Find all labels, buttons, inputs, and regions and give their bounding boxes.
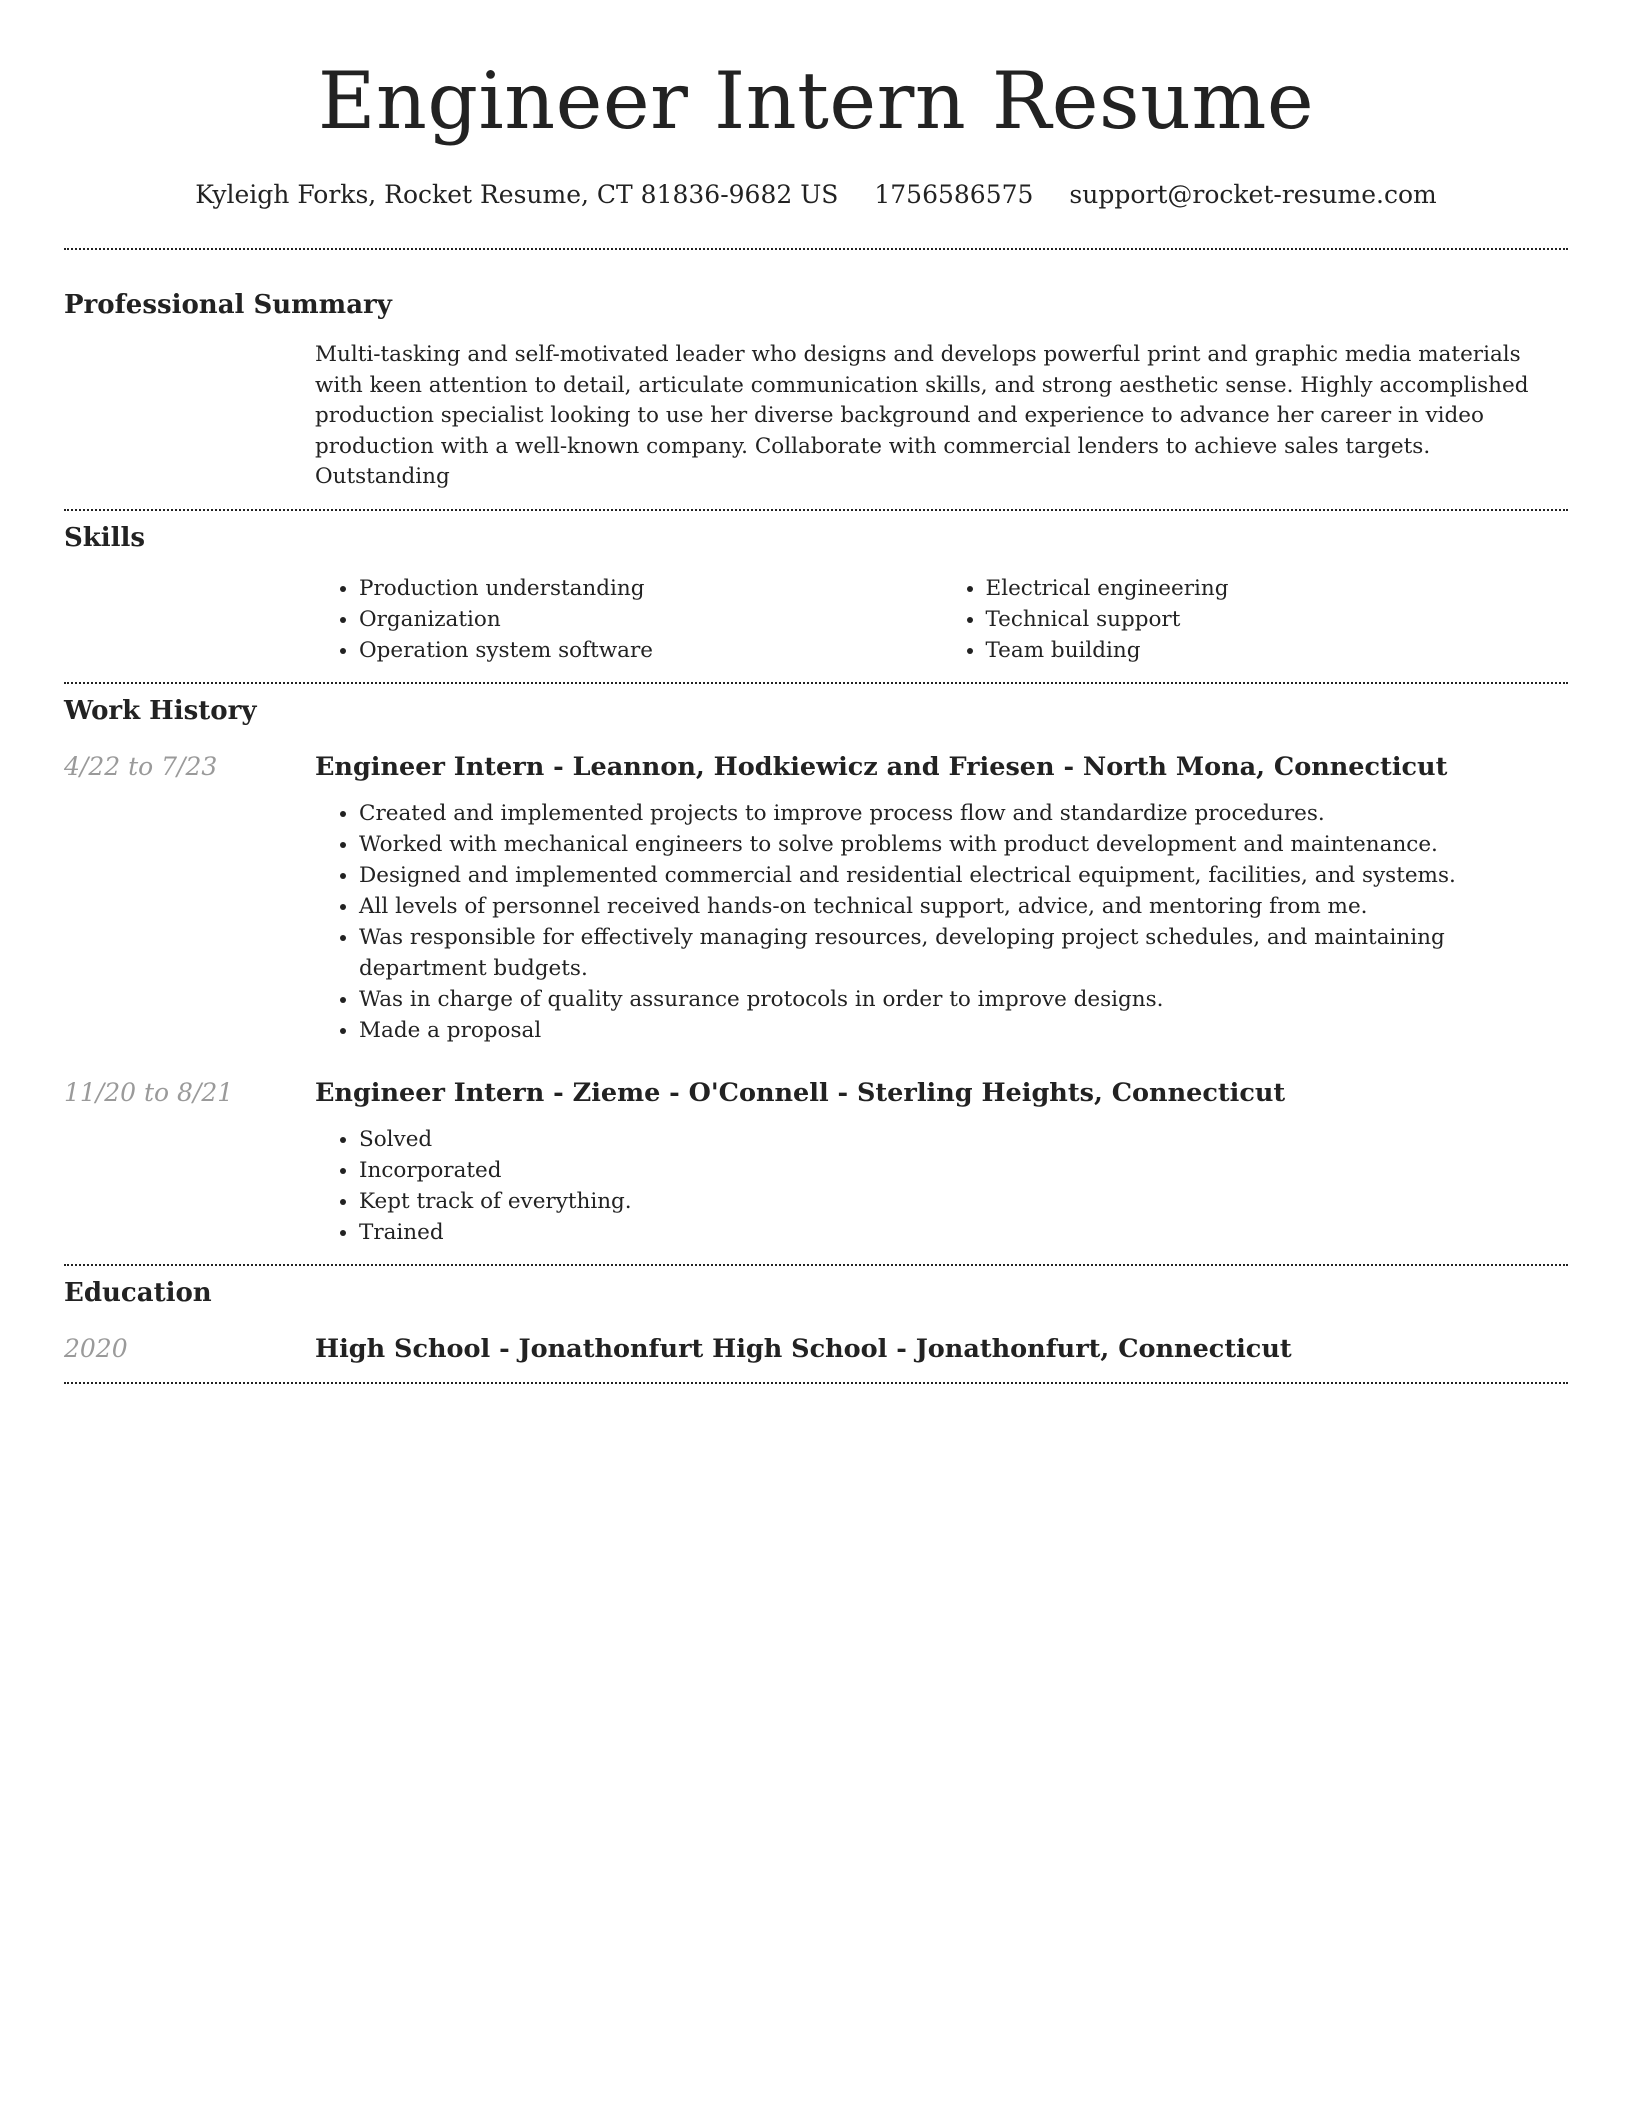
job-bullet: • Made a proposal: [359, 1015, 1568, 1046]
contact-address: Kyleigh Forks, Rocket Resume, CT 81836-9682 US: [195, 180, 839, 209]
work-section: [64, 684, 1568, 1264]
job-bullet: • Was responsible for effectively managing resources, developing project schedules, and maintaining department budgets.: [359, 922, 1568, 984]
skills-heading: Skills: [64, 522, 146, 553]
job-date: 4/22 to 7/23: [64, 751, 218, 781]
skills-list-right: [942, 573, 1569, 666]
job-bullet: • Created and implemented projects to improve process flow and standardize procedures.: [359, 798, 1568, 829]
job-bullet: • Kept track of everything.: [359, 1186, 1568, 1217]
job-bullet: • Designed and implemented commercial and residential electrical equipment, facilities, and systems.: [359, 860, 1568, 891]
skill-item: • Organization: [359, 604, 942, 635]
contact-line: [64, 178, 1568, 212]
contact-email: support@rocket-resume.com: [1069, 180, 1437, 209]
summary-heading: Professional Summary: [64, 290, 392, 320]
skill-item: • Electrical engineering: [986, 573, 1569, 604]
job-entry: [64, 750, 1568, 1046]
summary-section: [64, 250, 1568, 509]
job-bullet: • Incorporated: [359, 1155, 1568, 1186]
education-date: 2020: [64, 1333, 128, 1363]
resume-title: Engineer Intern Resume: [317, 55, 1315, 147]
skills-list-left: [315, 573, 942, 666]
summary-text: Multi-tasking and self-motivated leader who designs and develops powerful print and graphic media materials with keen attention to detail, articulate communication skills, and strong aesthetic sense. Highly accomplished production specialist looking to use her diverse background and experience to advance her career in video production with a well-known company. Collaborate with commercial lenders to achieve sales targets. Outstanding: [315, 342, 1529, 489]
work-heading: Work History: [64, 695, 257, 726]
education-section: [64, 1266, 1568, 1382]
job-bullets: [315, 798, 1568, 1046]
job-title: Engineer Intern - Leannon, Hodkiewicz and Friesen - North Mona, Connecticut: [315, 751, 1448, 782]
job-bullet: • Was in charge of quality assurance protocols in order to improve designs.: [359, 984, 1568, 1015]
job-title: Engineer Intern - Zieme - O'Connell - Sterling Heights, Connecticut: [315, 1077, 1286, 1108]
job-bullet: • Solved: [359, 1124, 1568, 1155]
job-bullets: [315, 1124, 1568, 1248]
job-date: 11/20 to 8/21: [64, 1077, 234, 1107]
job-bullet: • All levels of personnel received hands-on technical support, advice, and mentoring from me.: [359, 891, 1568, 922]
divider: [64, 1382, 1568, 1384]
skill-item: • Production understanding: [359, 573, 942, 604]
education-heading: Education: [64, 1277, 212, 1308]
education-title: High School - Jonathonfurt High School - Jonathonfurt, Connecticut: [315, 1333, 1292, 1364]
contact-phone: 1756586575: [874, 180, 1034, 209]
skill-item: • Operation system software: [359, 635, 942, 666]
skill-item: • Team building: [986, 635, 1569, 666]
job-bullet: • Worked with mechanical engineers to solve problems with product development and maintenance.: [359, 829, 1568, 860]
job-bullet: • Trained: [359, 1217, 1568, 1248]
skills-section: [64, 511, 1568, 682]
skill-item: • Technical support: [986, 604, 1569, 635]
job-entry: [64, 1076, 1568, 1248]
